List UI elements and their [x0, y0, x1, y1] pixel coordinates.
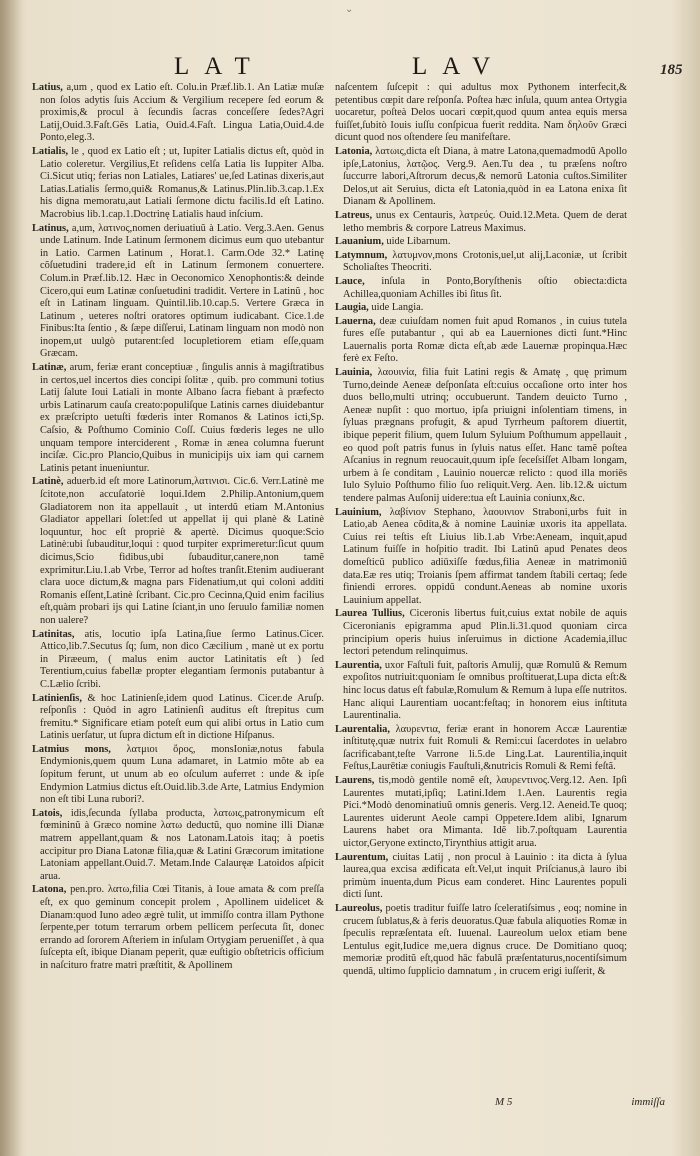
dictionary-entry	[32, 362, 324, 475]
entry-text: arum, feriæ erant conceptiuæ , ſingulis annis à magiſtratibus in certos,uel incertos dies concipi ſolitæ , quib. pro communi totius Latij ſalute Ioui Latiali in monte Albano ſacra fiebant à præfecto urbis Latinarum cauſa creato:populiſque Latinis carnes diuidebantur ex præſcripto uetuſti fœderis inter Romanos & Latinos icti,Sp. Caſsio, & Poſthumo Cominio Coſſ. Cuius fœderis leges ne ullo unquam tempore interciderent , Romæ in ænea columna fuerunt inciſæ. Cic.pro Plancio,Quibus in municipijs uix iam qui carnem Latinis petant inueniuntur.	[40, 362, 324, 474]
entry-text: naſcentem ſuſcepit : qui adultus mox Pythonem interfecit,& petentibus cœpit dare reſponſa. Poſtea hæc inſula, quum antea Ortygia uocaretur, poſteà Delos uocari cœpit,quod quum antea equis mersa fuiſſet,ſubitò Iouis iuſſu conſpicua fuerit reddita. Nam δηλοῦν Græci dicunt quod nos oſtendere ſeu manifeſtare.	[335, 82, 627, 144]
dictionary-entry	[335, 775, 627, 851]
entry-lemma: Latmius mons,	[32, 743, 111, 755]
entry-lemma: Latinæ,	[32, 362, 67, 374]
right-column	[335, 82, 627, 1092]
entry-text: λατωις,dicta eſt Diana, à matre Latona,quemadmodũ Apollo ipſe,Latonius, λατῷος. Verg.9. Aen.Tu dea , tu præſens noſtro ſuccurre labori,Aſtrorum decus,& nemorũ Latonia cuſtos.Similiter Delos,ut ait Seruius, dicta eſt Latonia,quòd in ea Latona enixa ſit Dianam & Apollinem.	[343, 145, 627, 208]
dictionary-entry	[335, 316, 627, 366]
entry-lemma: Lauce,	[335, 275, 365, 287]
entry-lemma: Latinus,	[32, 222, 69, 234]
dictionary-entry	[335, 210, 627, 235]
dictionary-entry	[335, 608, 627, 658]
dictionary-entry	[335, 146, 627, 209]
entry-lemma: Latinitas,	[32, 628, 75, 640]
entry-text: ciuitas Latij , non procul à Lauinio : ita dicta à ſylua laurea,qua excisa ædificata eſt.Vel,ut inquit Priſcianus,à lauro ibi primùm inuenta,dum Picus eam conderet. Hinc Laurentes populi dicti ſunt.	[343, 851, 627, 901]
entry-lemma: Laurea Tullius,	[335, 608, 405, 620]
entry-text: deæ cuiuſdam nomen fuit apud Romanos , in cuius tutela fures eſſe putabantur , qui ab ea Lauerniones dicti ſunt.*Hinc Lauernalis porta Romæ dicta eſt,ab æde Lauernæ propinqua.Hæc ferè ex Feſto.	[343, 315, 627, 365]
entry-lemma: Laurentum,	[335, 851, 389, 863]
entry-text: unus ex Centauris, λατρεύς. Ouid.12.Meta. Quem de derat letho membris & corpore Latreus Maximus.	[343, 209, 627, 234]
entry-text: idis,ſecunda ſyllaba producta, λατωις,patronymicum eſt fœmininũ à Græco nomine λατω deductũ, quo nomine illi Dianæ matrem appellant,quam & nos Latonam.Latois itaq; à poetis accipitur pro Diana Latonæ filia,quæ & Latini Græcorum imitatione Latoniam appellant.Ouid.7. Metam.Inde Calauręæ Latoidos aſpicit arua.	[40, 807, 324, 882]
dictionary-entry	[32, 146, 324, 222]
dictionary-entry	[335, 302, 627, 315]
entry-lemma: Latreus,	[335, 209, 373, 221]
entry-text: λαβίνιον Stephano, λαουινιον Straboni,urbs fuit in Latio,ab Aenea cõdita,& à nomine Lauiniæ uxoris ita appellata. Cuius rei teſtis eſt Liuius lib.1.ab Vrbe:Aeneam, inquit,apud Latinum fuiſſe in hoſpitio tradit. Ibi Latinũ apud Penates deos domeſticũ publico adiūxiſſe fœdus,filia Aeneæ in matrimoniũ data.Eæ res utiq; Troianis ſpem affirmat tandem ſtabili certaq; ſede finiendi errores. oppidũ condunt.Aeneas ab nomine uxoris Lauinium appellat.	[343, 506, 627, 606]
dictionary-entry	[335, 250, 627, 275]
entry-text: uide Langia.	[371, 302, 424, 314]
entry-lemma: Laurentalia,	[335, 723, 390, 735]
entry-lemma: Laurens,	[335, 775, 375, 787]
left-column	[32, 82, 324, 1092]
entry-lemma: Lauerna,	[335, 315, 376, 327]
running-head-left: LAT	[174, 53, 265, 80]
dictionary-entry	[32, 629, 324, 692]
entry-lemma: Lauinium,	[335, 506, 382, 518]
page-footer	[335, 1096, 665, 1114]
dictionary-entry	[335, 852, 627, 902]
entry-text: pen.pro. λατω,filia Cœi Titanis, à Ioue amata & com preſſa eſt, ex quo geminum concepit prolem , Apollinem uidelicet & Dianam:quod Iuno adeo ægrè tulit, ut immiſſo contra illam Pythone ſerpente,per totum terrarum orbem pellicem perſecuta ſit, donec errando ad ſororem Aſteriem in inſulam Ortygiam perueniſſet , à qua ſuſcepta eſt, ibique Dianam peperit, quæ euſtigio obſtetricis officium in naſcituro fratre matri præſtitit, & Apollinem	[40, 884, 324, 971]
dictionary-entry	[32, 223, 324, 362]
entry-lemma: Latinè,	[32, 476, 64, 488]
dictionary-entry	[335, 724, 627, 774]
entry-text: & hoc Latinienſe,idem quod Latinus. Cicer.de Aruſp. reſponſis : Quòd in agro Latinienſi auditus eſt ſtrepitus cum fremitu.* Significare etiam poteſt eum qui alibi ortus in Latio cum Latinis uerſatur, ut ſupra dictum eſt in dictione Hiſpanus.	[40, 692, 324, 742]
dictionary-entry	[335, 82, 627, 145]
dictionary-entry	[335, 236, 627, 249]
entry-text: uxor Faſtuli fuit, paſtoris Amulij, quæ Romulũ & Remum expoſitos nutriuit:quoniam ſe omnibus proſtituerat,Lupa dicta eſt:& hinc locus datus eſt fabulæ,Romulum & Remum à lupa eſſe nutritos. Hanc aliqui Laurentiam uocant:feſtaq; in honorem eius inſtituta Laurentinalia.	[343, 659, 627, 722]
entry-lemma: Latialis,	[32, 145, 69, 157]
entry-text: a,um , quod ex Latio eſt. Colu.in Præf.lib.1. An Latiæ muſæ non ſolos adytis ſuis Accium & Vergilium recepere ſed eorum & proximis,& procul à ſecundis ſacras conceſſere ſedes?Agri Latij,Ouid.3.Faſt.Gẽs Latia, Ouid.4.Faſt. Lingua Latia,Ouid.4.de Ponto,eleg.3.	[40, 82, 324, 144]
dictionary-entry	[32, 476, 324, 627]
entry-lemma: Latona,	[32, 884, 67, 896]
entry-lemma: Lauinia,	[335, 367, 373, 379]
entry-text: inſula in Ponto,Boryſthenis oſtio obiecta:dicta Achillea,quoniam Achilles ibi ſitus ſit.	[343, 275, 627, 300]
entry-text: aduerb.id eſt more Latinorum,λατινισι. Cic.6. Verr.Latinè me ſcitote,non accuſatoriè loqui.Idem 2.Philip.Antonium,quem Gladiatorem non ita appellauit , ut interdũ etiam M.Antonius Gladiator appellari ſolet:ſed ut appellat ij qui planè & Latinè loquuntur, hoc eſt propriè & apertè. Dicimus quoque:Scio Latinè:ubi ſubauditur,loqui : quod turpiter exprimeretur:ſicut quum dicimus,Scio fidibus,ubi ſubauditur,canere,non tamẽ exprimitur.Liu.1.ab Vrbe, Terror ad hoſtes tranſit.Etenim audiuerant clara uoce dictum,& magna pars Fidenatium,ut qui coloni additi Romanis eſſent,Latinè ſcribant. Cic.pro Cecinna,Quid enim facilius eſt,quàm probari ijs qui Latine ſciant,in uno ſeruulo familiæ nomen non ualere?	[40, 476, 324, 626]
entry-lemma: Latois,	[32, 807, 63, 819]
entry-text: a,um, λατινος,nomen deriuatiuũ à Latio. Verg.3.Aen. Genus unde Latinum. Inde Latinum ſermonem dicimus eum quo utebantur in Latio. Carmen Latinum , Horat.1. Carm.Ode 32.* Latinę cõſuetudini tradere,id eſt in Latinum ſermonem conuertere. Colum.in Præf.lib.12. Hæc in Oeconomico Xenophontis:& deinde Cicero,qui eum Latinæ conſuetudini tradidit. Vertere in Latinũ , hoc eſt in Latinam linguam. Quintil.lib.10.cap.5. Vertere Græca in Latinum , ueteres noſtri oratores optimum iudicabant. Cice.1.de Finibus:Ita ſentio , & ſæpe diſſerui, Latinam linguam non modò non inopem,ut uulgò putarent:ſed locupletiorem etiam eſſe,quam Græcam.	[40, 222, 324, 360]
entry-text: atis, locutio ipſa Latina,ſiue ſermo Latinus.Cicer. Attico,lib.7.Secutus ſq; ſum, non dico Cæcilium , manè ut ex portu in Piræeum, ( malus enim auctor Latinitatis eſt ) ſed Terentium,cuius fabellæ propter elegantiam ſermonis putabantur à C.Lælio ſcribi.	[40, 628, 324, 690]
dictionary-entry	[335, 903, 627, 979]
running-head-right: LAV	[412, 53, 506, 80]
entry-text: poetis traditur fuiſſe latro ſceleratiſsimus , eoq; nomine in crucem ſublatus,& à feris deuoratus.Quæ fabula aliquoties Romæ in ſpeculis repræſentata eſt. Iuuenal. Laureolum uelox etiam bene Lentulus egit,Iudice me,uera dignus cruce. De Domitiano quoq; memoriæ proditũ eſt,quod hāc fabulã præſentaturus,nocentiſsimum quendã, ultimo ſupplicio damnatum , in crucem erigi iuſſerit, &	[343, 903, 627, 977]
entry-text: tis,modò gentile nomẽ eſt, λαυρεντινος.Verg.12. Aen. Ipſi Laurentes mutati,ipſiq; Latini.Idem 1.Aen. Laurentis regia Pici.*Modò denominatiuũ omnis generis. Verg.12. Aeneid.Te quoq; Laurentes uiderunt Aeole campi Oppetere.Idem alibi, Ignarum Laurens habet ora Mimanta. Idẽ lib.7.poſtquam Laurentia uictor,Geryone extincto,Tirynthius attigit arua.	[343, 775, 627, 850]
entry-lemma: Laureolus,	[335, 903, 383, 914]
entry-text: uide Libarnum.	[386, 236, 451, 248]
dictionary-entry	[32, 884, 324, 972]
dictionary-entry	[335, 507, 627, 608]
entry-lemma: Laurentia,	[335, 659, 382, 671]
entry-lemma: Latinienſis,	[32, 692, 82, 704]
signature-mark: M 5	[495, 1096, 513, 1108]
entry-text: λαυρεντια, feriæ erant in honorem Accæ Laurentiæ inſtitutę,quæ nutrix fuit Romuli & Remi:cui ſacerdotes in uelabro ſacrificabant,teſte Varrone li.5.de Ling.Lat. Laurentilia,inquit Feſtus,Laurētiæ coniugis Fauſtuli,&nutricis Romuli & Remi feſtã.	[343, 723, 627, 773]
entry-lemma: Lauanium,	[335, 236, 384, 248]
entry-text: Ciceronis libertus fuit,cuius extat nobile de aquis Ciceronianis epigramma apud Plin.li.31.quod quoniam circa principium operis huius inſeruimus in dictione Academia,illuc lectori petendum relinquimus.	[343, 608, 627, 658]
entry-text: λαουινία, filia fuit Latini regis & Amatę , quę primum Turno,deinde Aeneæ deſponſata eſt:cuius occaſione orto inter hos duos bello,multi utrinq; occubuerunt. Tandem deuicto Turno , Aeneæ nupſit : quo mortuo, ipſa priuigni inſolentiam timens, in ſyluas prægnans profugit, & apud Tyrrheum paſtorem diuertit, ibique peperit filium, quem Iulum Syluium Poſthumum appellauit , eo quod poſt patris funus in ſyluis natus eſſet. Hanc tamẽ poſtea Aſcanius in regnum reuocauit,quum ipſe ſeceſsiſſet Albam longam, urbem à ſe conditam , Lauinio nouercæ relicto : quod illa moriēs Iulo Syluio Poſthumo filio ſuo reliquit.Verg. Aen. lib.12.& uictum tendere palmas Auſonij uidere:tua eſt Lauinia coniunx,&c.	[343, 367, 627, 504]
dictionary-entry	[32, 82, 324, 145]
dictionary-entry	[32, 693, 324, 743]
entry-text: λατυμνον,mons Crotonis,uel,ut alij,Laconiæ, ut ſcribit Scholiaſtes Theocriti.	[343, 249, 627, 274]
page-number: 185	[660, 62, 683, 78]
entry-lemma: Laugia,	[335, 302, 369, 314]
dictionary-entry	[335, 367, 627, 506]
entry-lemma: Latonia,	[335, 145, 373, 157]
dictionary-entry	[335, 660, 627, 723]
catchword: immiſſa	[631, 1096, 665, 1108]
dictionary-entry	[32, 808, 324, 884]
page-gutter-shadow	[0, 0, 22, 1156]
entry-text: le , quod ex Latio eſt ; ut, Iupiter Latialis dictus eſt, quòd in Latio coleretur. Vergilius,Et reſidens celſa Latia lis Iuppiter Alba. Ci.Sicut utiq; ferias non Latiales, Latiares' ue,ſed Latinas dixeris,aut Latias.Latialis ſermo,qui& Romanus,& Latinus.Plin.lib.3.cap.1.Ex his digna memoratu,aut Latiali ſermone dictu facilis.Id eſt Latino. Macrobius lib.1.cap.1.Doctrinę Latialis haud inſcium.	[40, 145, 324, 220]
dictionary-entry	[32, 744, 324, 807]
dictionary-entry	[335, 276, 627, 301]
entry-text: λατμιοι ὄρος, monsIoniæ,notus fabula Endymionis,quem quum Luna adamaret, in Latmio mõte ab ea ſopitum ferunt, ut unum ab eo oſculum auferret : unde & ipſe Endymion Latmius dictus eſt.Ouid.lib.3.de Arte, Latmius Endymion non eſt tibi Luna rubori?.	[40, 743, 324, 806]
entry-lemma: Latymnum,	[335, 249, 388, 261]
entry-lemma: Latius,	[32, 82, 63, 93]
top-mark: ⌄	[345, 4, 354, 15]
